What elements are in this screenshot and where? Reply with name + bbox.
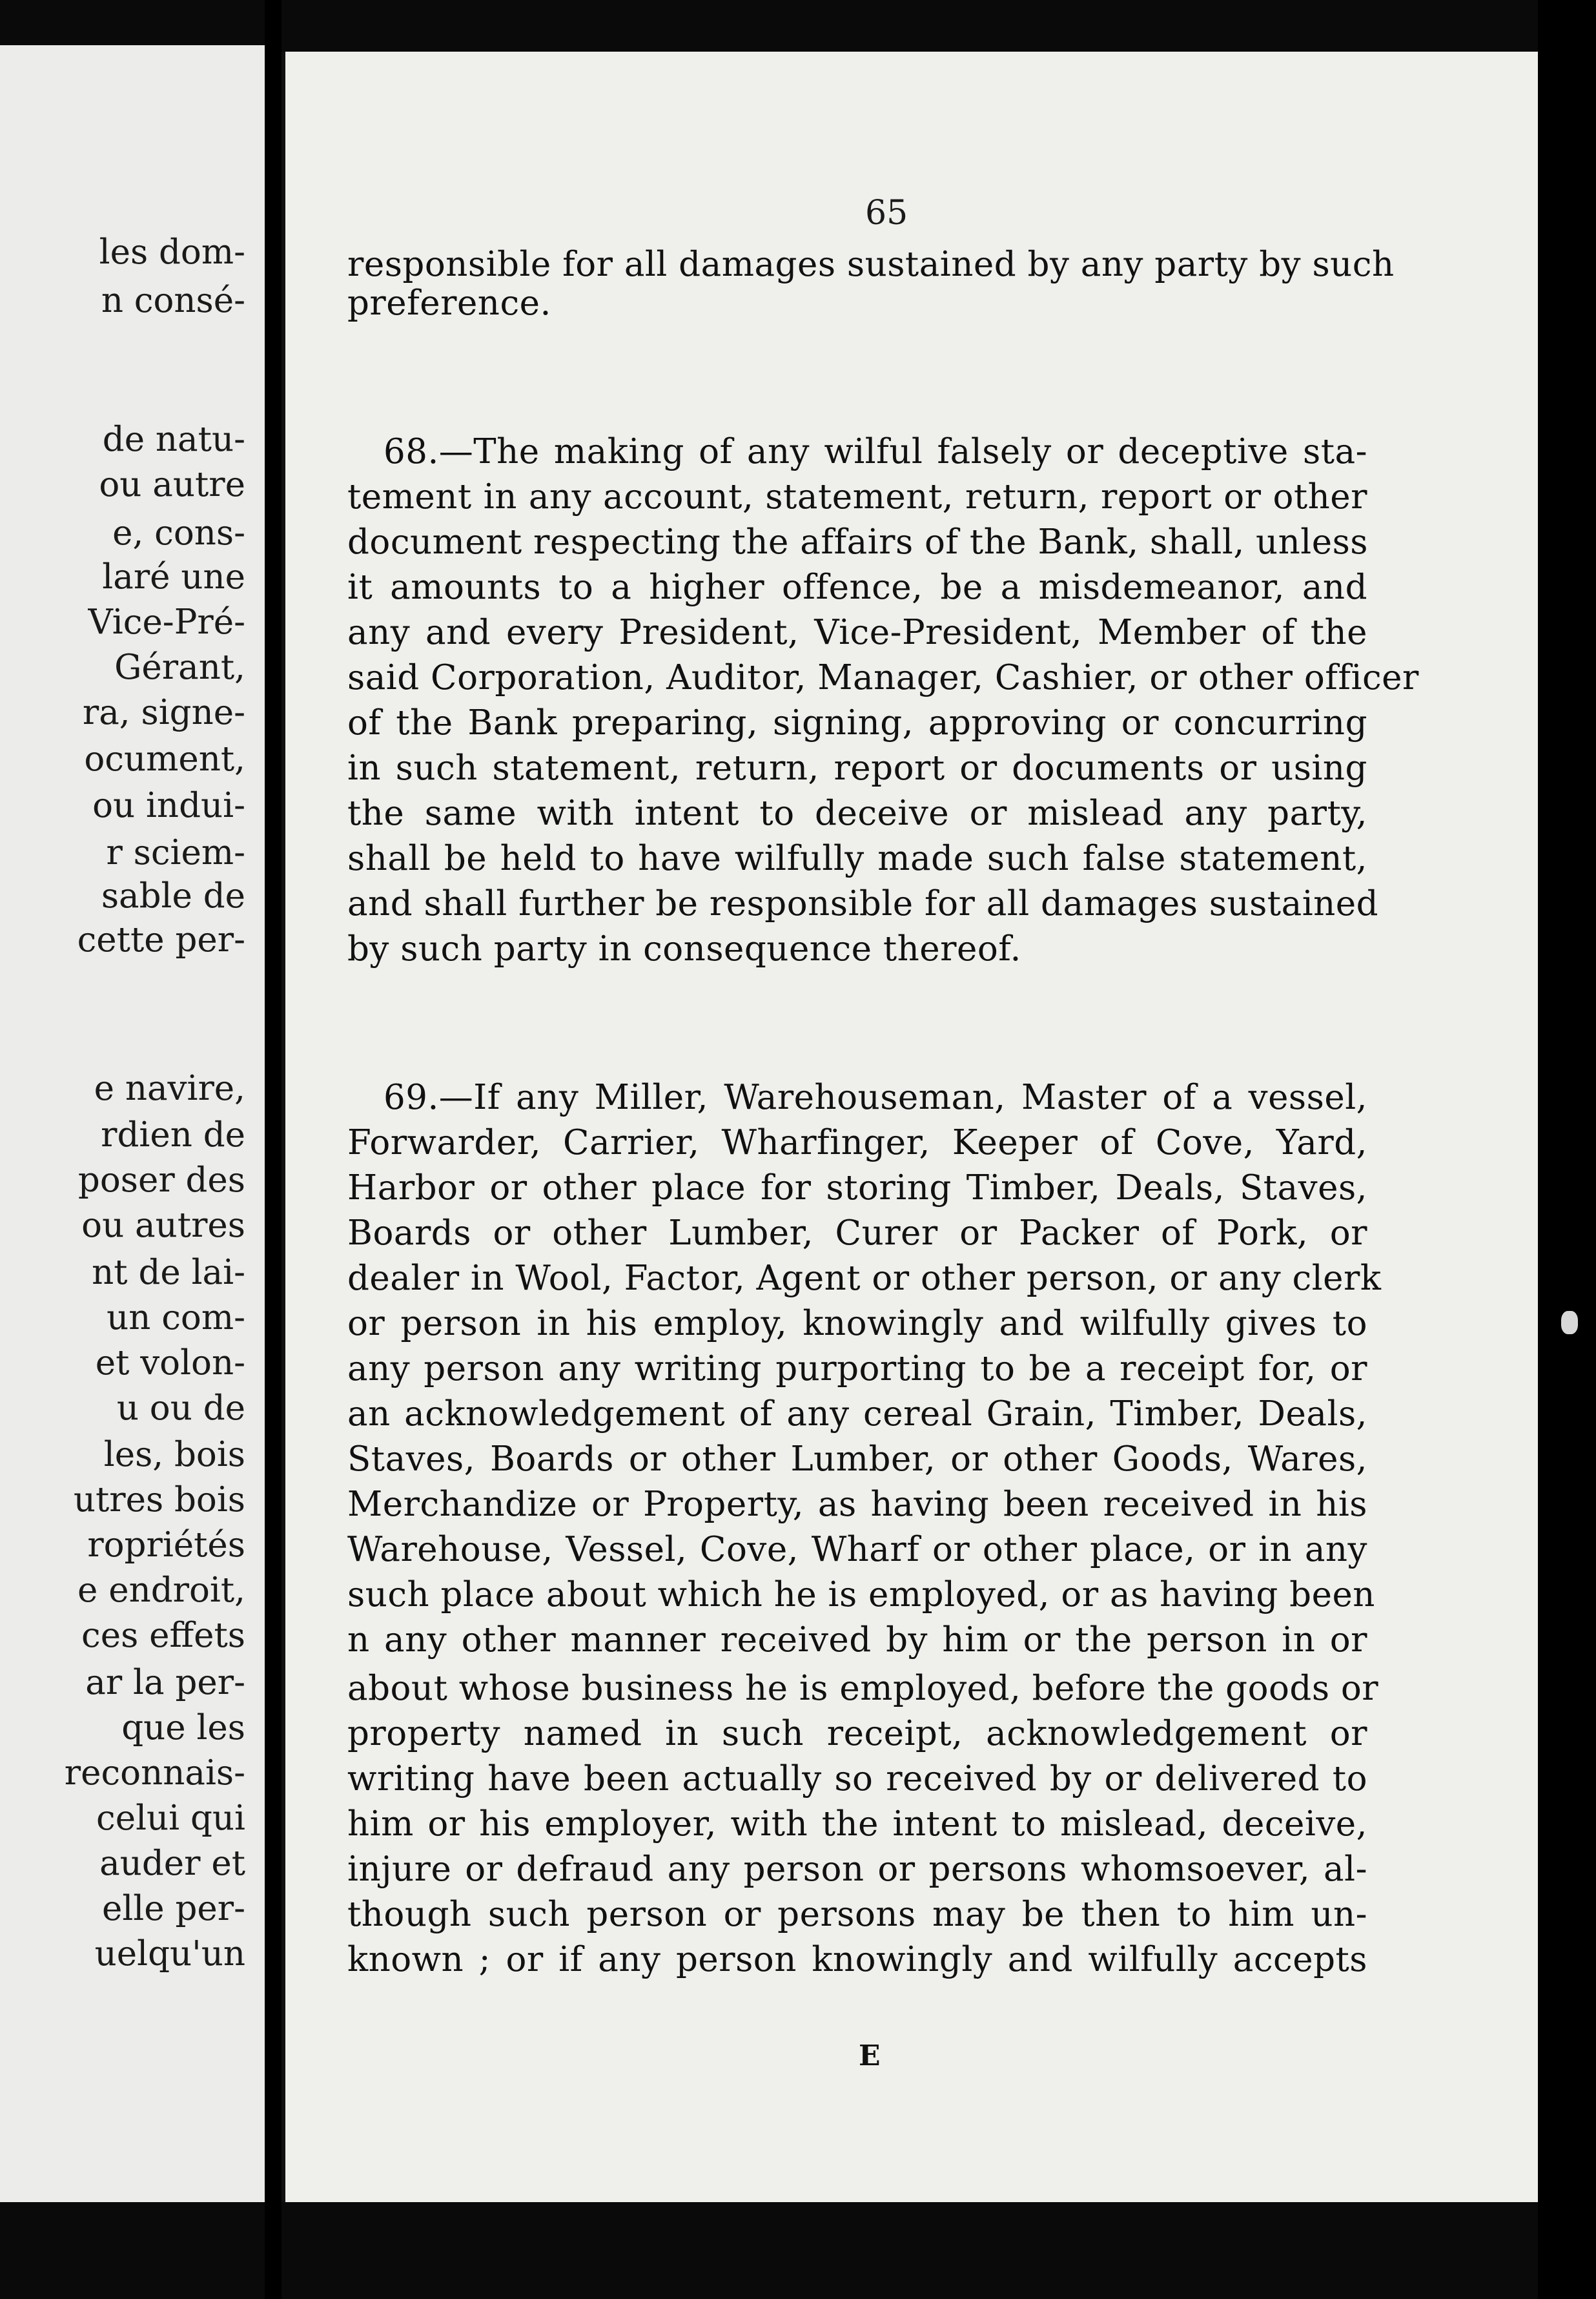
left-page-line: cette per- <box>77 920 245 960</box>
left-page-line: e endroit, <box>77 1571 245 1610</box>
text-line: preference. <box>347 284 551 323</box>
left-page-line: elle per- <box>101 1889 245 1928</box>
left-page-line: celui qui <box>96 1799 245 1838</box>
text-line: Harbor or other place for storing Timber, Deals, Staves, <box>347 1168 1367 1208</box>
text-line: said Corporation, Auditor, Manager, Cashier, or other officer <box>347 658 1419 697</box>
text-line: an acknowledgement of any cereal Grain, Timber, Deals, <box>347 1394 1367 1434</box>
left-page-line: de natu- <box>102 420 245 459</box>
left-page-line: r sciem- <box>106 833 245 872</box>
text-line: by such party in consequence thereof. <box>347 929 1021 969</box>
left-page-line: reconnais- <box>64 1753 245 1793</box>
text-line: dealer in Wool, Factor, Agent or other person, or any clerk <box>347 1259 1382 1298</box>
text-line: any person any writing purporting to be a receipt for, or <box>347 1349 1367 1388</box>
text-line: though such person or persons may be then to him un- <box>347 1895 1367 1934</box>
left-page-line: u ou de <box>116 1388 245 1428</box>
text-line: Forwarder, Carrier, Wharfinger, Keeper of Cove, Yard, <box>347 1123 1367 1162</box>
left-page-line: uelqu'un <box>94 1934 245 1974</box>
left-page-line: n consé- <box>101 281 245 320</box>
left-page-line: poser des <box>77 1160 245 1200</box>
text-line: tement in any account, statement, return, report or other <box>347 477 1367 517</box>
text-line: or person in his employ, knowingly and wilfully gives to <box>347 1304 1367 1343</box>
left-page <box>0 45 265 2202</box>
text-line: responsible for all damages sustained by any party by such <box>347 245 1395 284</box>
text-line: in such statement, return, report or documents or using <box>347 748 1367 788</box>
left-page-line: auder et <box>99 1844 245 1883</box>
left-page-line: e navire, <box>94 1069 245 1108</box>
left-page-line: ou autres <box>81 1206 245 1245</box>
text-line: Warehouse, Vessel, Cove, Wharf or other place, or in any <box>347 1530 1367 1569</box>
text-line: the same with intent to deceive or mislead any party, <box>347 794 1367 833</box>
text-line: n any other manner received by him or the person in or <box>347 1620 1367 1660</box>
text-line: property named in such receipt, acknowledgement or <box>347 1714 1367 1753</box>
text-line: him or his employer, with the intent to mislead, deceive, <box>347 1804 1367 1844</box>
text-line: it amounts to a higher offence, be a misdemeanor, and <box>347 568 1367 607</box>
text-line: Merchandize or Property, as having been received in his <box>347 1485 1367 1524</box>
text-line: writing have been actually so received by or delivered to <box>347 1759 1367 1799</box>
left-page-line: ces effets <box>81 1616 245 1655</box>
left-page-line: ocument, <box>84 739 245 779</box>
text-line: 69.—If any Miller, Warehouseman, Master of a vessel, <box>384 1078 1367 1117</box>
text-line: any and every President, Vice-President, Member of the <box>347 613 1367 652</box>
left-page-line: que les <box>121 1708 245 1747</box>
page-edge-shadow <box>1538 0 1596 2299</box>
text-line: of the Bank preparing, signing, approving or concurring <box>347 703 1367 743</box>
text-line: such place about which he is employed, or as having been <box>347 1575 1375 1614</box>
left-page-line: utres bois <box>73 1480 245 1520</box>
left-page-line: un com- <box>107 1298 245 1337</box>
text-line: and shall further be responsible for all damages sustained <box>347 884 1379 923</box>
text-line: known ; or if any person knowingly and wilfully accepts <box>347 1940 1367 1979</box>
text-line: shall be held to have wilfully made such false statement, <box>347 839 1367 878</box>
left-page-line: ar la per- <box>85 1663 245 1702</box>
left-page-line: rdien de <box>101 1115 245 1155</box>
left-page-line: ou autre <box>99 465 245 504</box>
text-line: injure or defraud any person or persons whomsoever, al- <box>347 1850 1367 1889</box>
left-page-line: Gérant, <box>114 648 245 687</box>
left-page-line: ou indui- <box>92 786 245 825</box>
left-page-line: et volon- <box>95 1343 245 1383</box>
left-page-line: ra, signe- <box>82 693 245 732</box>
left-page-line: e, cons- <box>112 513 245 553</box>
book-gutter <box>265 0 281 2299</box>
left-page-line: sable de <box>101 876 245 916</box>
left-page-line: les, bois <box>103 1435 245 1474</box>
left-page-line: ropriétés <box>87 1525 245 1565</box>
scan-speck <box>1561 1311 1578 1334</box>
left-page-line: les dom- <box>99 232 245 272</box>
left-page-line: Vice-Pré- <box>88 603 245 642</box>
left-page-line: laré une <box>102 557 245 597</box>
text-line: about whose business he is employed, before the goods or <box>347 1669 1379 1708</box>
text-line: document respecting the affairs of the Bank, shall, unless <box>347 522 1369 562</box>
text-line: Boards or other Lumber, Curer or Packer of Pork, or <box>347 1213 1367 1253</box>
text-line: Staves, Boards or other Lumber, or other Goods, Wares, <box>347 1439 1367 1479</box>
text-line: 68.—The making of any wilful falsely or deceptive sta- <box>384 432 1367 471</box>
left-page-line: nt de lai- <box>92 1253 245 1292</box>
